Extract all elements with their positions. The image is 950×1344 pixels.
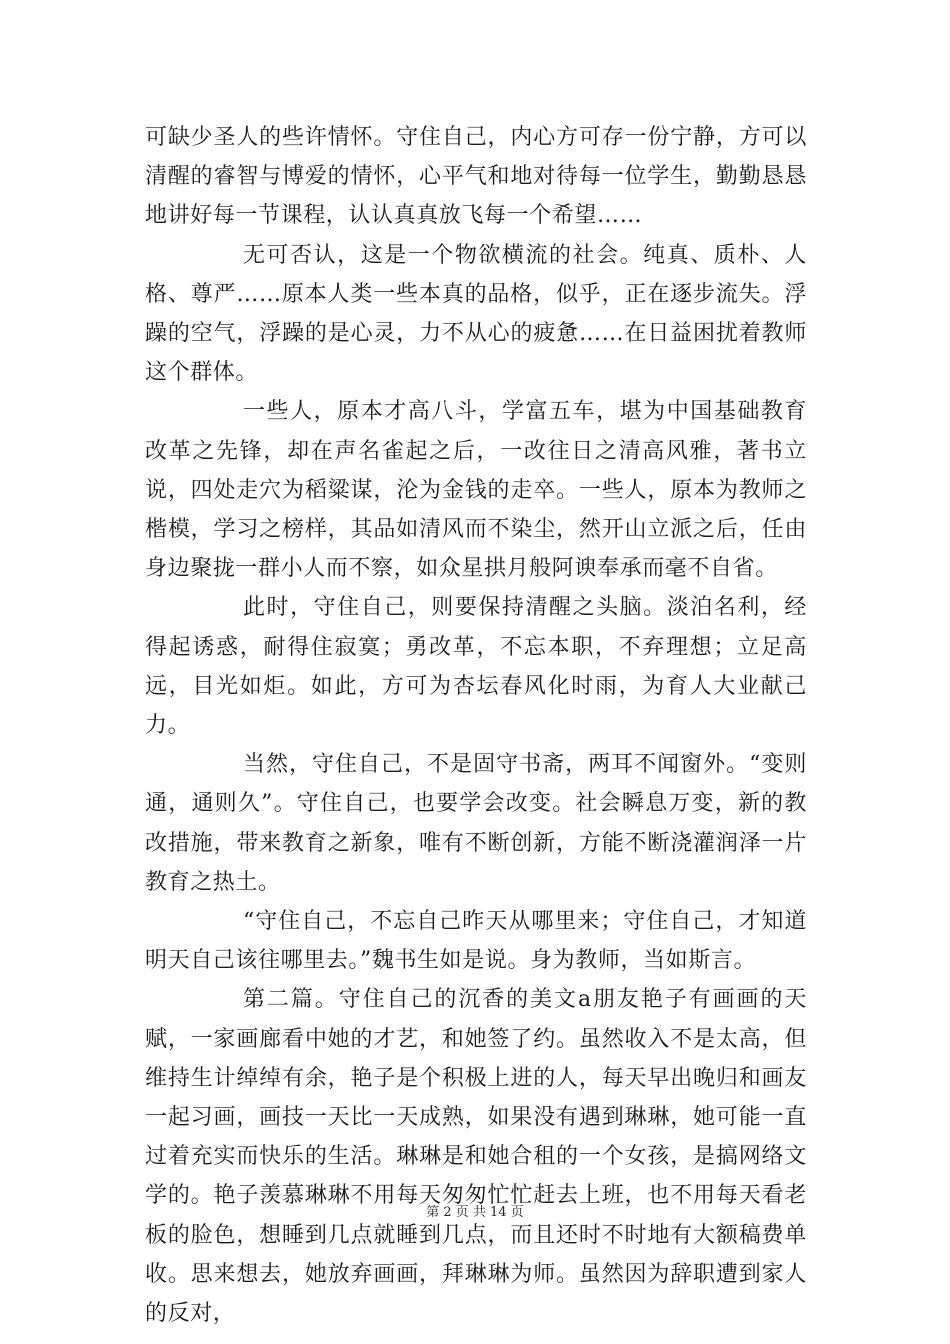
paragraph: 当然，守住自己，不是固守书斋，两耳不闻窗外。“变则通，通则久”。守住自己，也要学会改变。社会瞬息万变，新的教改措施，带来教育之新象，唯有不断创新，方能不断浇灌润泽一片教育之热土。: [145, 752, 807, 895]
paragraph-continuation: 可缺少圣人的些许情怀。守住自己，内心方可存一份宁静，方可以清醒的睿智与博爱的情怀，心平气和地对待每一位学生，勤勤恳恳地讲好每一节课程，认认真真放飞每一个希望……: [145, 125, 807, 229]
paragraph: 无可否认，这是一个物欲横流的社会。纯真、质朴、人格、尊严……原本人类一些本真的品格，似乎，正在逐步流失。浮躁的空气，浮躁的是心灵，力不从心的疲惫……在日益困扰着教师这个群体。: [145, 242, 807, 386]
document-body: [145, 118, 807, 1333]
paragraph-quote: “守住自己，不忘自己昨天从哪里来；守住自己，才知道明天自己该往哪里去。”魏书生如是说。身为教师，当如斯言。: [145, 909, 807, 974]
page-footer: [0, 1205, 950, 1221]
paragraph-second-article: 第二篇。守住自己的沉香的美文a朋友艳子有画画的天赋，一家画廊看中她的才艺，和她签了约。虽然收入不是太高，但维持生计绰绰有余，艳子是个积极上进的人，每天早出晚归和画友一起习画，画技一天比一天成熟，如果没有遇到琳琳，她可能一直过着充实而快乐的生活。琳琳是和她合租的一个女孩，是搞网络文学的。艳子羡慕琳琳不用每天匆匆忙忙赶去上班，也不用每天看老板的脸色，想睡到几点就睡到几点，而且还时不时地有大额稿费单收。思来想去，她放弃画画，拜琳琳为师。虽然因为辞职遭到家人的反对，: [145, 987, 807, 1327]
page-number: 第 2 页 共 14 页: [426, 1205, 524, 1220]
paragraph: 一些人，原本才高八斗，学富五车，堪为中国基础教育改革之先锋，却在声名雀起之后，一改往日之清高风雅，著书立说，四处走穴为稻粱谋，沦为金钱的走卒。一些人，原本为教师之楷模，学习之榜样，其品如清风而不染尘，然开山立派之后，任由身边聚拢一群小人而不察，如众星拱月般阿谀奉承而毫不自省。: [145, 399, 807, 582]
paragraph: 此时，守住自己，则要保持清醒之头脑。淡泊名利，经得起诱惑，耐得住寂寞；勇改革，不忘本职，不弃理想；立足高远，目光如炬。如此，方可为杏坛春风化时雨，为育人大业献己力。: [145, 595, 807, 739]
